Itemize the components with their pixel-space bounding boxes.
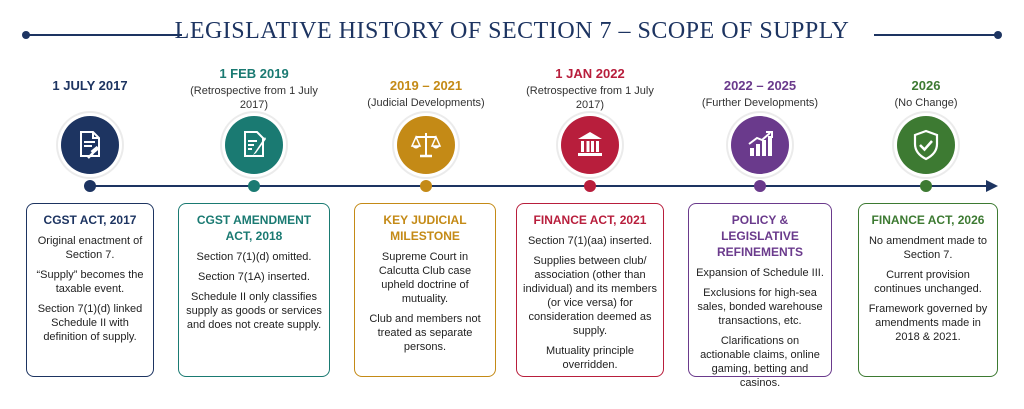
card-title: POLICY & LEGISLATIVE REFINEMENTS xyxy=(716,213,803,259)
card-title: FINANCE ACT, 2021 xyxy=(533,213,647,227)
card-title: CGST AMENDMENT ACT, 2018 xyxy=(196,213,312,243)
shield-check-icon xyxy=(909,128,943,162)
stage-date: 1 FEB 2019 xyxy=(219,66,289,81)
card-title: FINANCE ACT, 2026 xyxy=(871,213,985,227)
stage-icon-circle xyxy=(397,116,455,174)
document-pen-icon xyxy=(237,128,271,162)
stage-icon-circle xyxy=(225,116,283,174)
card-line: Supplies between club/ association (other than individual) and its members (or vice versa) for consideration deemed as supply. xyxy=(523,255,657,337)
card-line: Schedule II only classifies supply as goods or services and does not create supply. xyxy=(186,291,322,331)
stage-date: 1 JULY 2017 xyxy=(52,78,128,93)
card-line: Current provision continues unchanged. xyxy=(874,269,982,295)
card-line: Exclusions for high-sea sales, bonded warehouse transactions, etc. xyxy=(697,287,823,327)
stage-subtitle: (Retrospective from 1 July 2017) xyxy=(526,85,654,111)
stage-date: 2019 – 2021 xyxy=(389,78,463,93)
scales-icon xyxy=(409,128,443,162)
stage-card-finance-act-2021 xyxy=(516,203,664,377)
stage-card-cgst-amendment-act-2018 xyxy=(178,203,330,377)
card-line: Club and members not treated as separate persons. xyxy=(369,313,481,353)
card-line: Section 7(1)(d) linked Schedule II with definition of supply. xyxy=(37,303,143,343)
timeline-node xyxy=(584,180,596,192)
card-line: Section 7(1)(aa) inserted. xyxy=(527,235,653,247)
card-line: Expansion of Schedule III. xyxy=(696,267,824,279)
card-line: Supreme Court in Calcutta Club case upheld doctrine of mutuality. xyxy=(378,251,472,305)
stage-subtitle: (Judicial Developments) xyxy=(367,97,485,109)
stage-card-cgst-act-2017 xyxy=(26,203,154,377)
bar-chart-icon xyxy=(743,128,777,162)
stage-card-policy-legislative-refinements xyxy=(688,203,832,389)
document-gavel-icon xyxy=(73,128,107,162)
building-icon xyxy=(573,128,607,162)
stage-card-key-judicial-milestone xyxy=(354,203,496,377)
stage-icon-circle xyxy=(61,116,119,174)
timeline-node xyxy=(420,180,432,192)
stage-card-finance-act-2026 xyxy=(858,203,998,377)
card-line: Section 7(1A) inserted. xyxy=(198,271,310,283)
stage-icon-circle xyxy=(561,116,619,174)
card-line: “Supply” becomes the taxable event. xyxy=(36,269,144,295)
stage-icon-circle xyxy=(897,116,955,174)
stage-subtitle: (Retrospective from 1 July 2017) xyxy=(190,85,318,111)
stage-subtitle: (Further Developments) xyxy=(701,97,819,109)
stage-date: 2022 – 2025 xyxy=(723,78,797,93)
stage-icon-circle xyxy=(731,116,789,174)
card-line: Mutuality principle overridden. xyxy=(545,345,635,371)
card-line: Original enactment of Section 7. xyxy=(37,235,143,261)
card-line: Clarifications on actionable claims, online gaming, betting and casinos. xyxy=(700,335,820,389)
card-line: No amendment made to Section 7. xyxy=(868,235,987,261)
stage-subtitle: (No Change) xyxy=(894,97,958,109)
stage-date: 1 JAN 2022 xyxy=(555,66,625,81)
stage-date: 2026 xyxy=(911,78,941,93)
timeline-node xyxy=(754,180,766,192)
page-title: LEGISLATIVE HISTORY OF SECTION 7 – SCOPE OF SUPPLY xyxy=(174,18,850,44)
timeline-node xyxy=(920,180,932,192)
timeline-node xyxy=(248,180,260,192)
card-line: Section 7(1)(d) omitted. xyxy=(196,251,312,263)
card-title: CGST ACT, 2017 xyxy=(43,213,137,227)
timeline-node xyxy=(84,180,96,192)
card-line: Framework governed by amendments made in 2018 & 2021. xyxy=(868,303,988,343)
card-title: KEY JUDICIAL MILESTONE xyxy=(383,213,467,243)
